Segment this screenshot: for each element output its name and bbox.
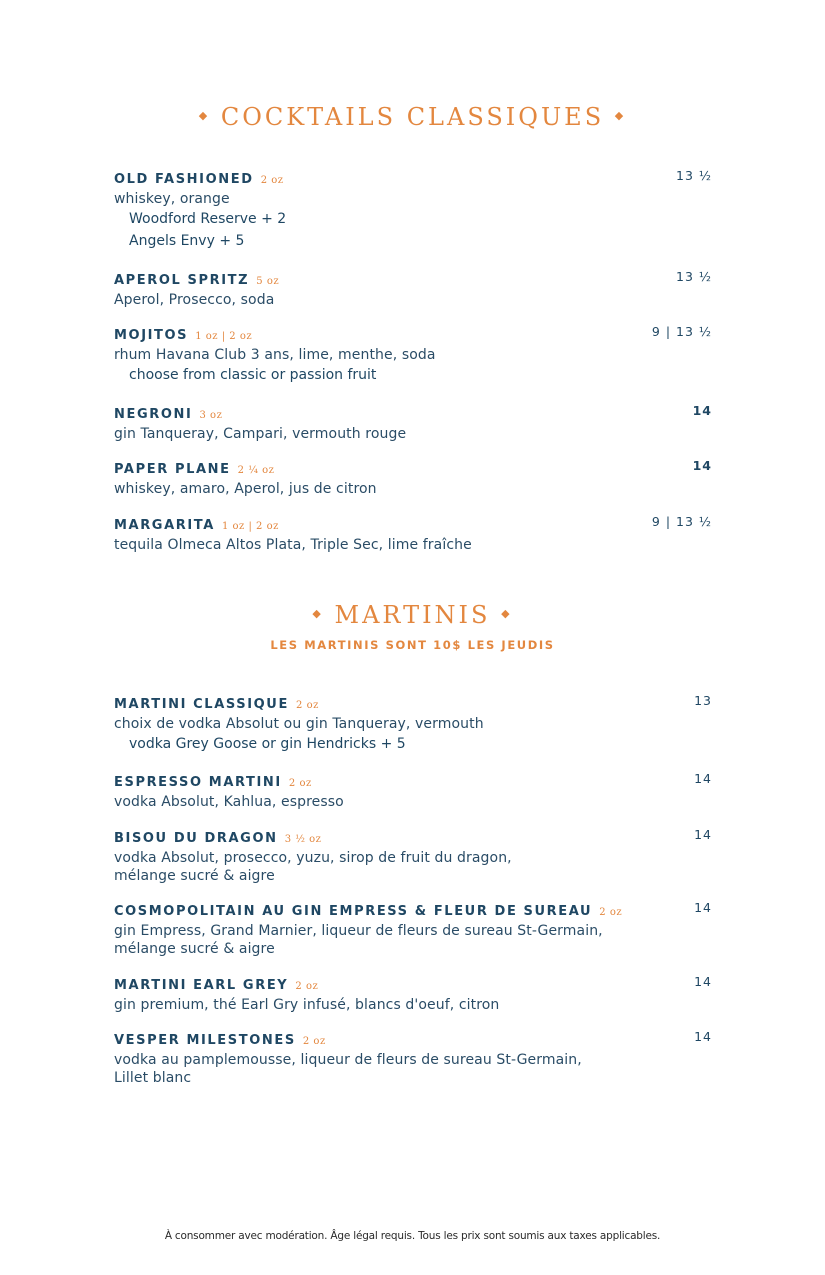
item-size: 2 oz [296, 700, 319, 711]
item-size: 3 oz [199, 410, 223, 421]
section-subtitle: LES MARTINIS SONT 10$ LES JEUDIS [270, 638, 555, 652]
menu-item [114, 514, 712, 554]
item-description: vodka Absolut, prosecco, yuzu, sirop de fruit du dragon, [114, 850, 512, 866]
item-name: OLD FASHIONED [114, 172, 254, 187]
item-price: 9 | 13 ½ [651, 514, 712, 529]
item-size: 2 oz [288, 778, 312, 789]
item-description: Aperol, Prosecco, soda [114, 292, 275, 308]
menu-item [114, 771, 712, 811]
item-description: tequila Olmeca Altos Plata, Triple Sec, lime fraîche [114, 537, 472, 553]
item-size: 5 oz [256, 276, 280, 287]
menu-item [114, 693, 712, 755]
item-size: 2 oz [302, 1036, 326, 1047]
menu-item [114, 1029, 712, 1087]
section-title-martinis [0, 601, 825, 629]
item-price: 14 [694, 900, 712, 915]
item-name: NEGRONI [114, 407, 193, 422]
item-price: 9 | 13 ½ [651, 324, 712, 339]
item-option: choose from classic or passion fruit [129, 367, 377, 383]
item-description-line2: mélange sucré & aigre [114, 868, 275, 884]
item-price: 14 [692, 458, 712, 473]
section-title-text: COCKTAILS CLASSIQUES [220, 103, 605, 131]
item-name: MARTINI EARL GREY [114, 978, 289, 993]
menu-item [114, 827, 712, 885]
diamond-icon: ◆ [312, 607, 324, 620]
item-name: BISOU DU DRAGON [114, 831, 278, 846]
item-name: MOJITOS [114, 328, 189, 343]
item-description: gin Tanqueray, Campari, vermouth rouge [114, 426, 407, 442]
section-title-cocktails-classiques [0, 103, 825, 131]
item-size: 1 oz | 2 oz [222, 521, 279, 532]
item-name: APEROL SPRITZ [114, 273, 250, 288]
item-description: choix de vodka Absolut ou gin Tanqueray, vermouth [114, 716, 484, 732]
item-price: 14 [694, 827, 712, 842]
menu-item [114, 403, 712, 443]
item-price: 14 [694, 1029, 712, 1044]
item-description: whiskey, orange [114, 191, 230, 207]
item-price: 14 [694, 771, 712, 786]
section-title-text: MARTINIS [334, 601, 491, 629]
item-size: 2 oz [599, 907, 623, 918]
item-option: Woodford Reserve + 2 [129, 211, 287, 227]
item-description: gin Empress, Grand Marnier, liqueur de fleurs de sureau St-Germain, [114, 923, 603, 939]
item-description-line2: mélange sucré & aigre [114, 941, 275, 957]
item-description: whiskey, amaro, Aperol, jus de citron [114, 481, 377, 497]
menu-item [114, 168, 712, 252]
item-price: 13 [694, 693, 712, 708]
item-description: vodka Absolut, Kahlua, espresso [114, 794, 344, 810]
menu-item [114, 974, 712, 1014]
item-name: PAPER PLANE [114, 462, 231, 477]
item-description: rhum Havana Club 3 ans, lime, menthe, soda [114, 347, 436, 363]
item-name: ESPRESSO MARTINI [114, 775, 282, 790]
item-price: 13 ½ [676, 168, 712, 183]
item-size: 2 ¼ oz [237, 465, 275, 476]
item-price: 13 ½ [676, 269, 712, 284]
item-name: MARGARITA [114, 518, 215, 533]
diamond-icon: ◆ [614, 109, 627, 122]
menu-item [114, 458, 712, 498]
item-size: 3 ½ oz [284, 834, 322, 845]
item-size: 1 oz | 2 oz [195, 331, 253, 342]
item-option: Angels Envy + 5 [129, 233, 245, 249]
item-name: VESPER MILESTONES [114, 1033, 296, 1048]
item-size: 2 oz [295, 981, 319, 992]
item-name: COSMOPOLITAIN AU GIN EMPRESS & FLEUR DE SUREAU [114, 904, 593, 919]
menu-item [114, 900, 712, 958]
menu-item [114, 324, 712, 386]
item-name: MARTINI CLASSIQUE [114, 697, 289, 712]
diamond-icon: ◆ [198, 109, 211, 122]
footer-disclaimer: À consommer avec modération. Âge légal requis. Tous les prix sont soumis aux taxes applicables. [164, 1230, 661, 1242]
item-price: 14 [694, 974, 712, 989]
item-price: 14 [692, 403, 712, 418]
item-description-line2: Lillet blanc [114, 1070, 192, 1086]
item-option: vodka Grey Goose or gin Hendricks + 5 [129, 736, 406, 752]
item-size: 2 oz [260, 175, 284, 186]
item-description: vodka au pamplemousse, liqueur de fleurs de sureau St-Germain, [114, 1052, 582, 1068]
item-description: gin premium, thé Earl Gry infusé, blancs d'oeuf, citron [114, 997, 500, 1013]
diamond-icon: ◆ [501, 607, 513, 620]
menu-item [114, 269, 712, 309]
